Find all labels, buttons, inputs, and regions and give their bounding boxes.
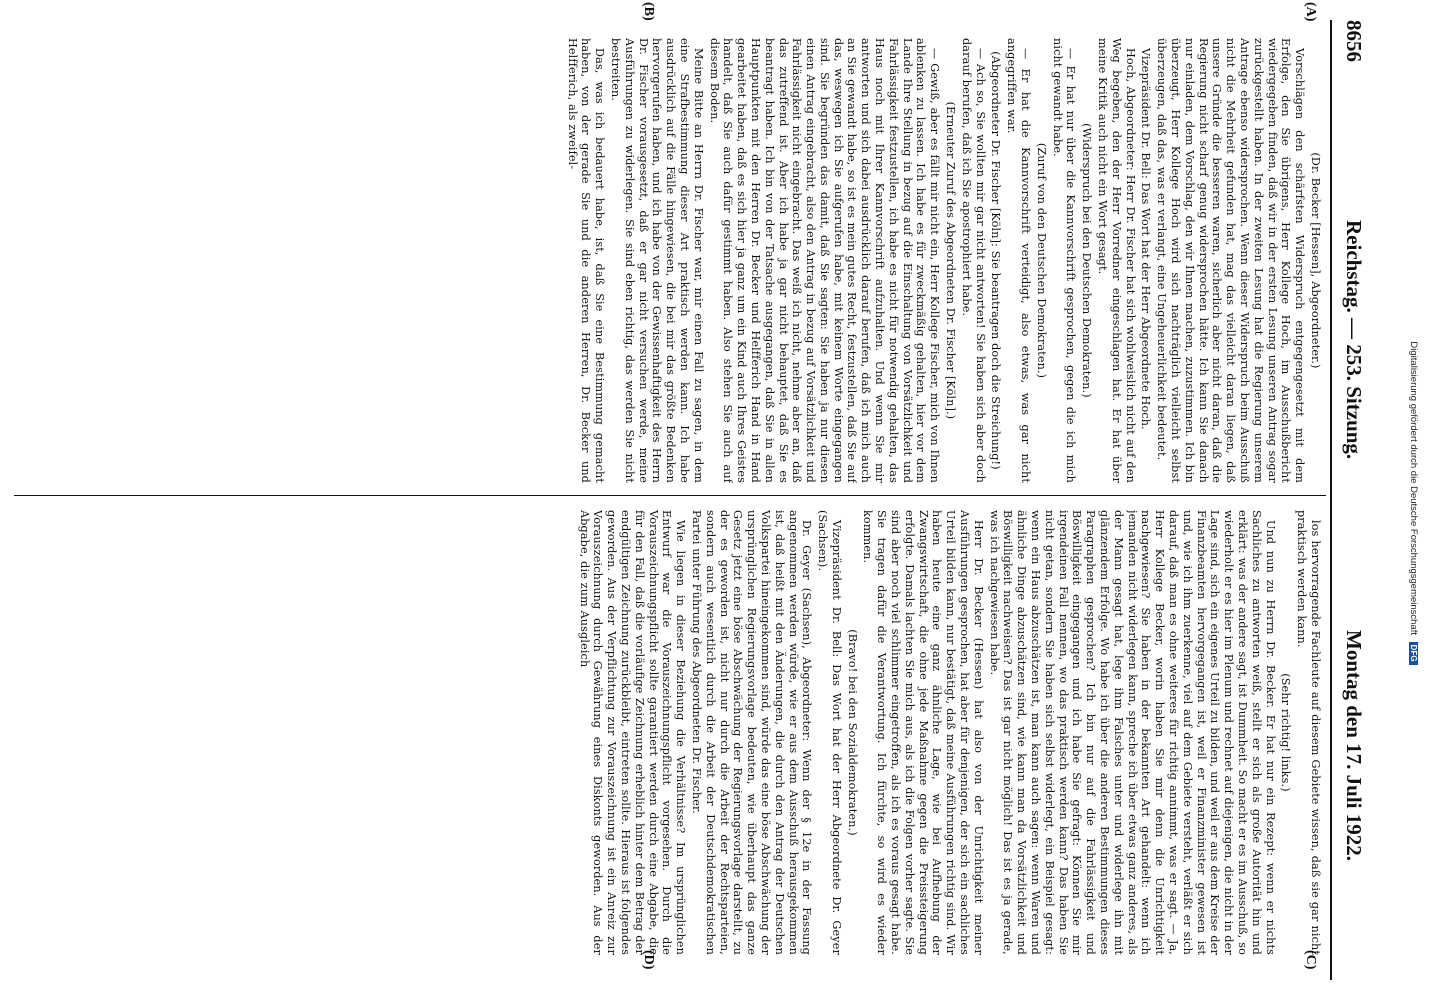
page-header: [1336, 20, 1366, 980]
digitization-credit: [1408, 8, 1428, 998]
paragraph: — Gewiß, aber es fällt mir nicht ein, Herr Kollege Fischer, mich von Ihnen ablenken zu lassen. Ich habe es für zweckmäßig gehalten, hier vor dem Lande Ihre Stellung in bezug auf die Einschaltung von Vorsätzlichkeit und Fahrlässigkeit festzustellen, ich habe es nicht für notwendig gehalten, das Haus noch mit Ihrer Kannvorschrift aufzuhalten. Und wenn Sie mir antworten und sich dabei ausdrücklich darauf berufen, daß ich mich auch an Sie gewandt habe, so ist es mein gutes Recht, festzustellen, daß Sie auf das, weswegen ich Sie aufgerufen habe, mit keinem Worte eingegangen sind. Sie begründen das damit, daß Sie sagten: Sie haben ja nur diesen einen Antrag eingebracht, also den Antrag in bezug auf Vorsätzlichkeit und Fahrlässigkeit nicht eingebracht. Das weiß ich nicht, nehme aber an, daß das zutreffend ist. Aber ich habe ja gar nicht behauptet, daß Sie es beantragt haben. Ich bin von der Tatsache ausgegangen, daß Sie in allen Hauptpunkten mit den Herren Dr. Becker und Helfferich Hand in Hand gearbeitet haben, daß es sich hier ja ganz um ein Kind auch Ihres Geistes handelt, daß Sie auch dafür gestimmt haben. Also stehen Sie auch auf diesem Boden.: [707, 38, 942, 483]
page-number: 8656: [1342, 20, 1366, 62]
paragraph: Herr Dr. Becker (Hessen) hat also von der Unrichtigkeit meiner Ausführungen gesprochen, hat aber für denjenigen, der sich ein sachliches Urteil bilden kann, nur bestätigt, daß meine Ausführungen richtig sind. Wir haben heute eine ganz ähnliche Lage, wie bei Aufhebung der Zwangswirtschaft, die ohne jede Maßnahme gegen die Preissteigerung erfolgte. Damals lachten Sie mich aus, als ich die Folgen vorher sagte. Sie sind aber noch viel schlimmer eingetroffen, als ich es voraus gesagt habe. Sie tragen dafür die Verantwortung. Ich fürchte, so wird es wieder kommen.: [861, 510, 985, 955]
margin-mark-b: (B): [641, 2, 656, 21]
header-rule: [1330, 20, 1332, 980]
paragraph: (Bravo! bei den Sozialdemokraten.): [845, 629, 859, 836]
header-left-title: Reichstag. — 253. Sitzung.: [1342, 220, 1366, 460]
margin-mark-a: (A): [1303, 2, 1318, 22]
paragraph: — Er hat die Kannvorschrift verteidigt, also etwas, was gar nicht angegriffen war.: [1005, 38, 1033, 483]
dfg-logo-badge: DFG: [1409, 642, 1418, 665]
paragraph: Wie liegen in dieser Beziehung die Verhältnisse? Im ursprünglichen Entwurf war die Vorauszeichnungspflicht vorgesehen. Durch die Vorauszeichnungspflicht sollte garantiert werden durch eine Abgabe, die für den Fall, daß die vorläufige Zeichnung erheblich hinter dem Betrag der endgültigen Zeichnung zurückbleibt, eintreten sollte. Hieraus ist folgendes geworden. Aus der Verpflichtung zur Vorauszeichnung ist ein Anreiz zur Vorauszeichnung durch Gewährung eines Diskonts geworden. Aus der Abgabe, die zum Ausgleich: [577, 510, 688, 955]
paragraph: Dr. Geyer (Sachsen), Abgeordneter: Wenn der § 12e in der Fassung angenommen werden würde, wie er aus dem Ausschuß herausgekommen ist, daß heißt mit den Änderungen, die durch den Antrag der Deutschen Volkspartei hineingekommen sind, würde das eine böse Abschwächung der ursprünglichen Regierungsvorlage bedeuten, wie überhaupt das ganze Gesetz jetzt eine böse Abschwächung der Regierungsvorlage darstellt, zu der es geworden ist, nicht nur durch die Arbeit der Rechtsparteien, sondern auch wesentlich durch die Arbeit der Deutschdemokratischen Partei unter Führung des Abgeordneten Dr. Fischer.: [689, 510, 814, 955]
paragraph: los hervorragende Fachleute auf diesem Gebiete wissen, daß sie gar nicht praktisch werden kann.: [1295, 510, 1322, 955]
paragraph: (Zuruf von den Deutschen Demokraten.): [1034, 142, 1048, 379]
paragraph: (Abgeordneter Dr. Fischer [Köln]: Sie beantragen doch die Streichung!): [989, 51, 1003, 470]
paragraph: Vorschlägen den schärfsten Widerspruch entgegengesetzt mit dem Erfolge, den Sie übrigens, Herr Kollege Hoch, im Ausschußbericht wiedergegeben finden, daß wir in der ersten Lesung unseren Antrag sogar zurückgestellt haben. In der zweiten Lesung hat die Regierung unserem Antrage ebenso widersprochen. Wenn dieser Widerspruch beim Ausschuß nicht die Mehrheit gefunden hat, mag das vielleicht daran liegen, daß unsere Gründe die besseren waren, sicherlich aber nicht daran, daß die Regierung nicht scharf genug widersprochen hätte. Ich kann Sie danach nur einladen, dem Vorschlag, den wir Ihnen machen, zuzustimmen. Ich bin überzeugt, Herr Kollege Hoch wird sich nachträglich vielleicht selbst überzeugen, daß das, was er verlangt, eine Ungeheuerlichkeit bedeutet.: [1155, 38, 1307, 483]
paragraph: (Widerspruch bei den Deutschen Demokraten.): [1080, 123, 1094, 398]
column-divider: [14, 495, 1326, 496]
paragraph: (Sehr richtig! links.): [1279, 673, 1293, 792]
paragraph: Meine Bitte an Herrn Dr. Fischer war, mir einen Fall zu sagen, in dem eine Strafbestimmung dieser Art praktisch werden kann. Ich habe ausdrücklich auf die Fälle hingewiesen, die bei mir das größte Bedenken hervorgerufen haben, und ich habe von der Gewissenhaftigkeit des Herrn Dr. Fischer vorausgesetzt, daß er gar nicht versuchen werde, meine Ausführungen zu widerlegen. Sie sind eben richtig, das werden Sie nicht bestreiten.: [608, 38, 705, 483]
paragraph: (Dr. Becker [Hessen], Abgeordneter.): [1309, 152, 1322, 369]
left-text-column: [22, 38, 1322, 483]
paragraph: (Erneuter Zuruf des Abgeordneten Dr. Fischer [Köln].): [944, 101, 958, 420]
paragraph: Vizepräsident Dr. Bell: Das Wort hat der Herr Abgeordnete Hoch.: [1139, 48, 1153, 430]
paragraph: Das, was ich bedauert habe, ist, daß Sie eine Bestimmung gemacht haben, von der gerade Sie und die anderen Herren, Dr. Becker und Helfferich, als zweifel-: [565, 38, 607, 483]
right-text-column: [22, 510, 1322, 955]
header-right-title: Montag den 17. Juli 1922.: [1342, 630, 1366, 862]
margin-mark-c: (C): [1303, 950, 1318, 970]
paragraph: Hoch, Abgeordneter: Herr Dr. Fischer hat sich wohlweislich nicht auf den Weg begeben, den der Herr Vorredner eingeschlagen hat. Er hat über meine Kritik auch nicht ein Wort gesagt.: [1096, 38, 1137, 483]
paragraph: Und nun zu Herrn Dr. Becker. Er hat nur ein Rezept: wenn er nichts Sachliches zu antworten weiß, stellt er sich als große Autorität hin und erklärt: was der andere sagt, ist Dummheit. So macht er es im Ausschuß, so wiederholt er es hier im Plenum und rechnet auf diejenigen, die nicht in der Lage sind, sich ein eigenes Urteil zu bilden, und weil er aus dem Kreise der Finanzbeamten hervorgegangen ist, weil er Finanzminister gewesen ist und, wie ich ihm zuerkenne, viel auf dem Gebiete versteht, verläßt er sich darauf, daß man es ohne weiteres für richtig annimmt, was er sagt. — Ja, Herr Kollege Becker, worin haben Sie mir denn die Unrichtigkeit nachgewiesen? Sie haben in der bekannten Art gehandelt: wenn ich jemanden nicht widerlegen kann, spreche ich über etwas ganz anderes, als der Mann gesagt hat, lege ihm Falsches unter und widerlege ihn mit glänzendem Erfolge. Wo habe ich über die anderen Bestimmungen dieses Paragraphen gesprochen? Ich bin nur auf die Fahrlässigkeit und Böswilligkeit eingegangen und ich habe Sie gefragt: Können Sie mir irgendeinen Fall nennen, wo das praktisch werden kann? Das haben Sie nicht getan, sondern Sie haben sich selbst widerlegt, ein Beispiel gesagt: wenn ein Haus abzuschätzen ist, man kann auch sagen: wenn Waren und ähnliche Dinge abzuschätzen sind, wie kann man da Vorsätzlichkeit und Böswilligkeit nachweisen? Das ist gar nicht möglich! Das ist es ja gerade, was ich nachgewiesen habe.: [987, 510, 1277, 955]
paragraph: — Ach so, Sie wollten mir gar nicht antworten! Sie haben sich aber doch darauf berufen, daß ich Sie apostrophiert habe.: [959, 38, 987, 483]
credit-text: Digitalisierung gefördert durch die Deutsche Forschungsgemeinschaft: [1408, 341, 1419, 636]
paragraph: Vizepräsident Dr. Bell: Das Wort hat der Herr Abgeordnete Dr. Geyer (Sachsen).: [816, 510, 843, 955]
paragraph: — Er hat nur über die Kannvorschrift gesprochen, gegen die ich mich nicht gewandt habe.: [1050, 38, 1078, 483]
margin-mark-d: (D): [641, 950, 656, 970]
